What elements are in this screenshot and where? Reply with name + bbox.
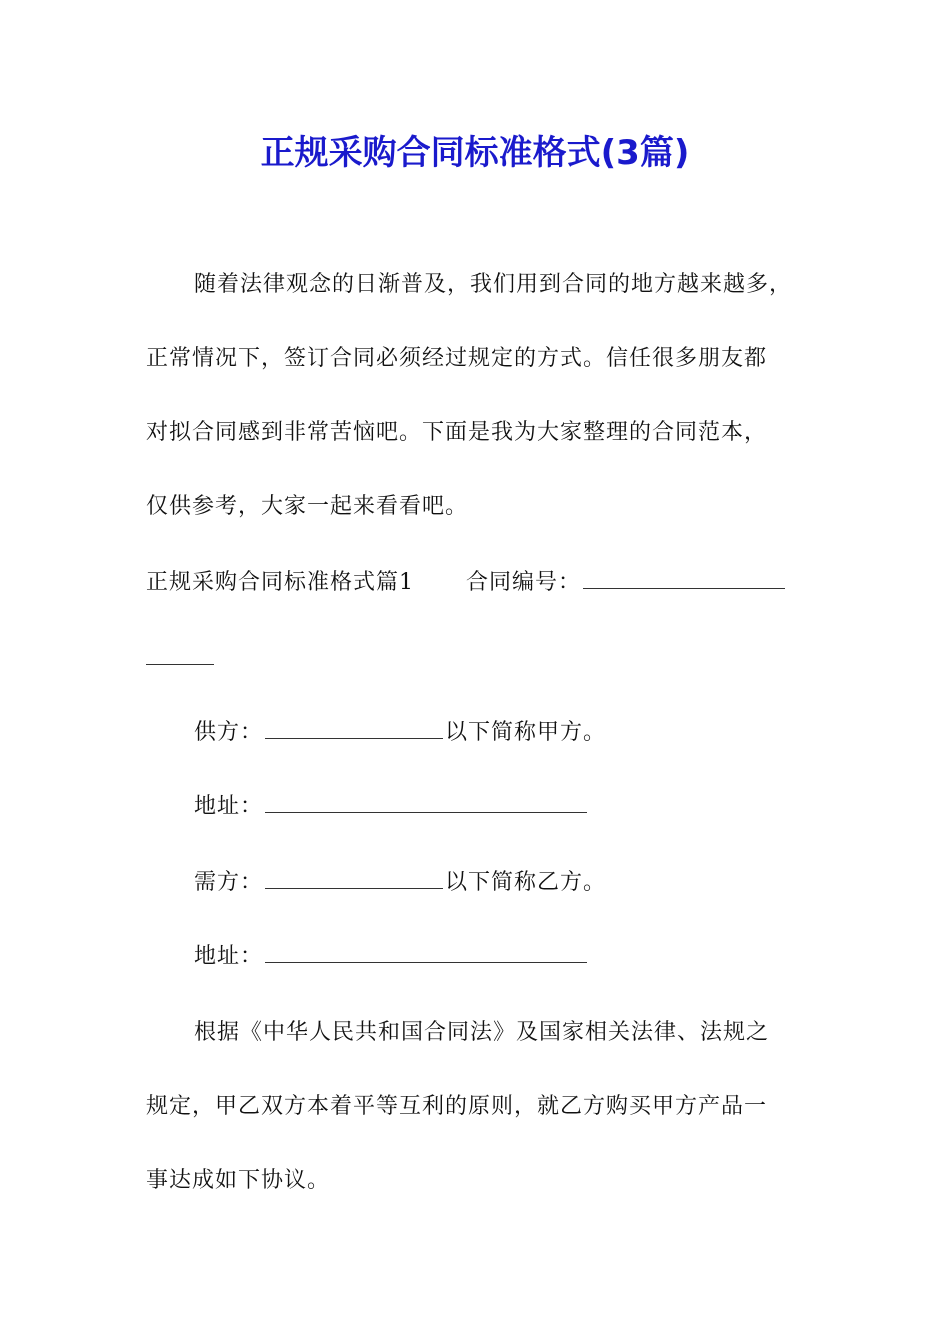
contract-number-blank (583, 568, 785, 589)
section-heading-row (146, 566, 787, 600)
address-label: 地址： (194, 794, 264, 819)
supplier-address-blank (265, 792, 587, 813)
intro-line-4: 仅供参考，大家一起来看看吧。 (146, 494, 469, 519)
intro-line-2: 正常情况下，签订合同必须经过规定的方式。信任很多朋友都 (146, 346, 768, 371)
basis-line-2: 规定，甲乙双方本着平等互利的原则，就乙方购买甲方产品一 (146, 1094, 768, 1119)
contract-number-blank-continued (146, 644, 214, 665)
intro-line-1: 随着法律观念的日渐普及，我们用到合同的地方越来越多， (194, 272, 793, 297)
buyer-suffix: 以下简称乙方。 (445, 870, 607, 895)
basis-line-1: 根据《中华人民共和国合同法》及国家相关法律、法规之 (194, 1020, 770, 1045)
buyer-label: 需方： (194, 870, 264, 895)
basis-line-3: 事达成如下协议。 (146, 1168, 331, 1193)
contract-number-blank-continued-row (146, 642, 214, 676)
supplier-blank (265, 718, 443, 739)
document-title: 正规采购合同标准格式(3篇) (260, 133, 690, 173)
address-label: 地址： (194, 944, 264, 969)
buyer-blank (265, 868, 443, 889)
supplier-row (194, 716, 606, 750)
supplier-address-row (194, 790, 589, 824)
intro-line-3: 对拟合同感到非常苦恼吧。下面是我为大家整理的合同范本， (146, 420, 768, 445)
buyer-address-row (194, 940, 589, 974)
buyer-address-blank (265, 942, 587, 963)
section-heading: 正规采购合同标准格式篇1 (146, 570, 414, 595)
supplier-label: 供方： (194, 720, 264, 745)
contract-number-label: 合同编号： (466, 570, 582, 595)
buyer-row (194, 866, 606, 900)
supplier-suffix: 以下简称甲方。 (445, 720, 607, 745)
